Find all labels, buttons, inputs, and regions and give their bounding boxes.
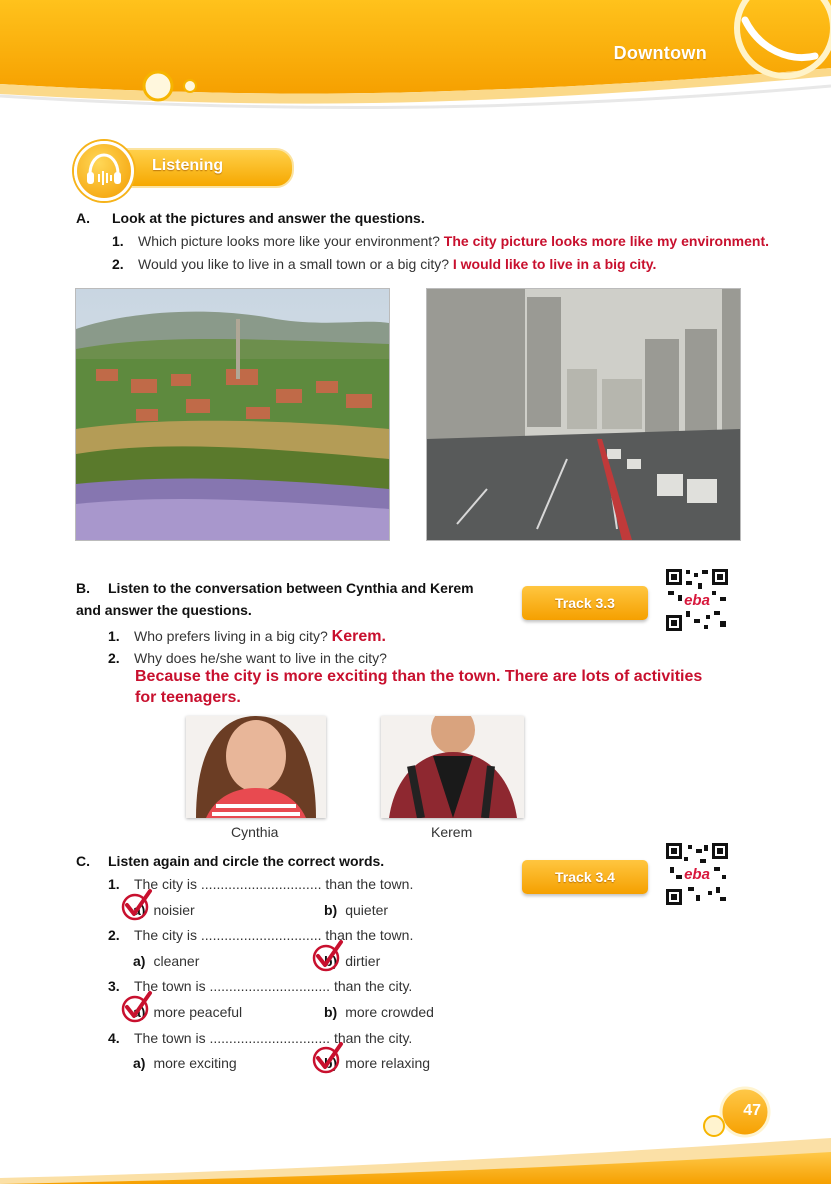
answer-a1: The city picture looks more like my environment. (443, 233, 770, 249)
item-3-selected-mark (120, 990, 154, 1029)
checkmark-circle-icon (120, 990, 154, 1024)
item-4-stem: 4. The town is ............................... than the city. (108, 1030, 413, 1046)
kerem-caption: Kerem (431, 824, 473, 840)
item-3-option-b[interactable]: b) more crowded (324, 1004, 434, 1020)
item-3-stem: 3. The town is ............................... than the city. (108, 978, 413, 994)
section-b-letter: B. (76, 580, 90, 596)
item-4-option-b[interactable]: b) more relaxing (324, 1055, 431, 1071)
listening-label: Listening (152, 157, 224, 174)
answer-blank: ............................... (200, 927, 322, 943)
question-a1: 1. Which picture looks more like your environment? The city picture looks more like my environment. (112, 233, 770, 249)
section-a-heading (76, 210, 425, 226)
answer-b2-line1: Because the city is more exciting than the town. There are lots of activities (135, 668, 703, 685)
qr-code-track-3-3[interactable] (664, 567, 730, 633)
track-3-3-button[interactable]: Track 3.3 (522, 586, 648, 620)
qr-eba-label: eba (684, 592, 710, 609)
section-a-text: Look at the pictures and answer the questions. (112, 210, 425, 226)
headphones-icon (77, 144, 131, 198)
cynthia-caption: Cynthia (231, 824, 279, 840)
cynthia-photo (186, 716, 326, 818)
item-2-option-b[interactable]: b) dirtier (324, 953, 381, 969)
item-2-stem: 2. The city is ............................... than the town. (108, 927, 414, 943)
city-photo (426, 288, 741, 541)
item-1-option-b[interactable]: b) quieter (324, 902, 389, 918)
item-1-selected-mark (120, 888, 154, 927)
track-3-4-button[interactable]: Track 3.4 (522, 860, 648, 894)
checkmark-circle-icon (311, 939, 345, 973)
qr-code-icon (664, 841, 730, 907)
item-3-option-a[interactable]: a) more peaceful (133, 1004, 243, 1020)
town-photo (75, 288, 390, 541)
section-a-letter: A. (76, 210, 90, 226)
kerem-photo (381, 716, 524, 818)
headphones-badge (74, 141, 134, 201)
page-number: 47 (743, 1102, 761, 1119)
section-b-line1: Listen to the conversation between Cynthia and Kerem (108, 580, 474, 596)
section-c-text: Listen again and circle the correct words. (108, 853, 385, 869)
item-2-option-a[interactable]: a) cleaner (133, 953, 200, 969)
answer-blank: ............................... (200, 876, 322, 892)
answer-blank: ............................... (209, 1030, 331, 1046)
footer-decoration (0, 1080, 831, 1184)
question-a2: 2. Would you like to live in a small town or a big city? I would like to live in a big city. (112, 256, 657, 272)
checkmark-circle-icon (311, 1041, 345, 1075)
answer-a2: I would like to live in a big city. (452, 256, 657, 272)
question-b2: 2. Why does he/she want to live in the city? (108, 650, 387, 666)
section-c-letter: C. (76, 853, 90, 869)
section-b-line2: and answer the questions. (76, 602, 252, 618)
checkmark-circle-icon (120, 888, 154, 922)
item-4-selected-mark (311, 1041, 345, 1080)
qr-eba-label: eba (684, 866, 710, 883)
answer-b2-line2: for teenagers. (135, 689, 241, 706)
qr-code-track-3-4[interactable] (664, 841, 730, 907)
item-4-option-a[interactable]: a) more exciting (133, 1055, 237, 1071)
item-1-stem: 1. The city is ............................... than the town. (108, 876, 414, 892)
item-2-selected-mark (311, 939, 345, 978)
qr-code-icon (664, 567, 730, 633)
chapter-title: Downtown (613, 43, 707, 63)
answer-b1: Kerem. (331, 628, 386, 645)
section-b-heading (76, 580, 474, 596)
question-b1: 1. Who prefers living in a big city? Kerem. (108, 628, 386, 645)
section-c-heading (76, 853, 384, 869)
answer-blank: ............................... (209, 978, 331, 994)
item-1-option-a[interactable]: a) noisier (133, 902, 195, 918)
